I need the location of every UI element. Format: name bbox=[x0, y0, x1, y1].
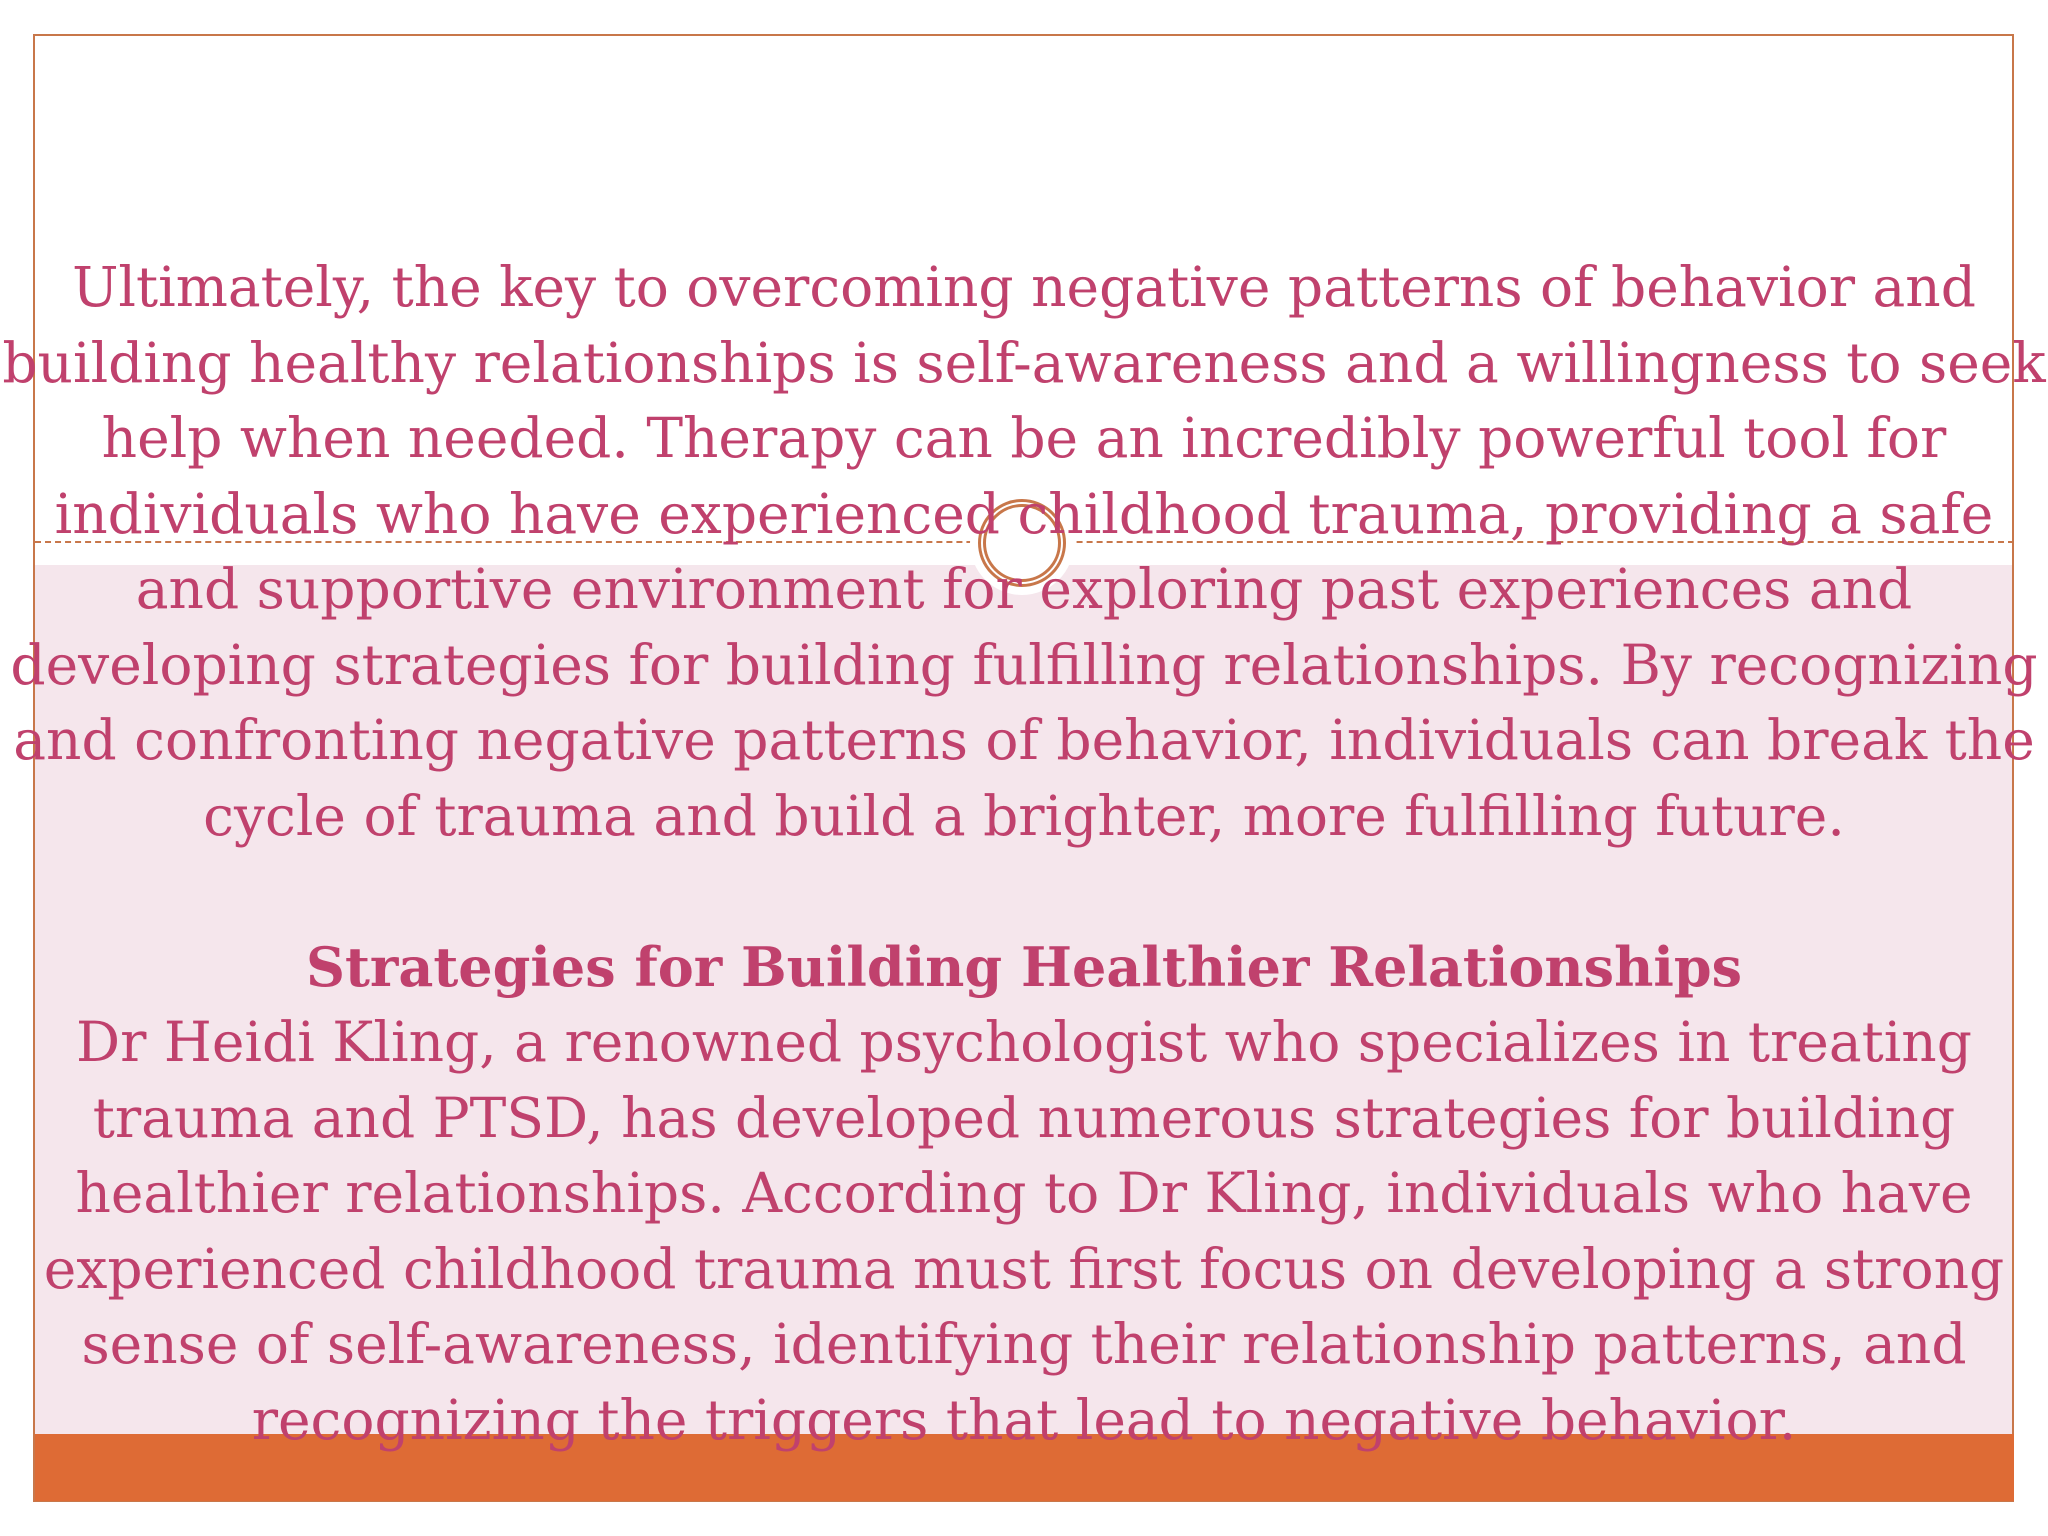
text-line: recognizing the triggers that lead to negative behavior. bbox=[251, 1387, 1797, 1452]
text-line: developing strategies for building fulfilling relationships. By recognizing bbox=[10, 632, 2038, 697]
text-line: Ultimately, the key to overcoming negative patterns of behavior and bbox=[72, 255, 1976, 319]
paragraph-spacer bbox=[0, 854, 2048, 930]
paragraph-2 bbox=[0, 1005, 2048, 1458]
text-line: and confronting negative patterns of behavior, individuals can break the bbox=[13, 708, 2035, 772]
text-line: healthier relationships. According to Dr Kling, individuals who have bbox=[75, 1161, 1973, 1225]
text-line: trauma and PTSD, has developed numerous strategies for building bbox=[92, 1085, 1956, 1150]
text-line: building healthy relationships is self-awareness and a willingness to seek bbox=[2, 330, 2046, 395]
text-line: and supportive environment for exploring past experiences and bbox=[135, 557, 1913, 621]
text-line: help when needed. Therapy can be an incredibly powerful tool for bbox=[101, 406, 1947, 470]
slide-body-text bbox=[0, 250, 2048, 1458]
text-line: cycle of trauma and build a brighter, more fulfilling future. bbox=[203, 783, 1845, 848]
text-line: sense of self-awareness, identifying their relationship patterns, and bbox=[81, 1312, 1967, 1376]
text-line: experienced childhood trauma must first focus on developing a strong bbox=[43, 1236, 2005, 1301]
text-line: Dr Heidi Kling, a renowned psychologist who specializes in treating bbox=[76, 1010, 1972, 1074]
paragraph-1 bbox=[0, 250, 2048, 854]
text-line: individuals who have experienced childhood trauma, providing a safe bbox=[54, 481, 1994, 546]
section-heading: Strategies for Building Healthier Relationships bbox=[305, 934, 1743, 999]
